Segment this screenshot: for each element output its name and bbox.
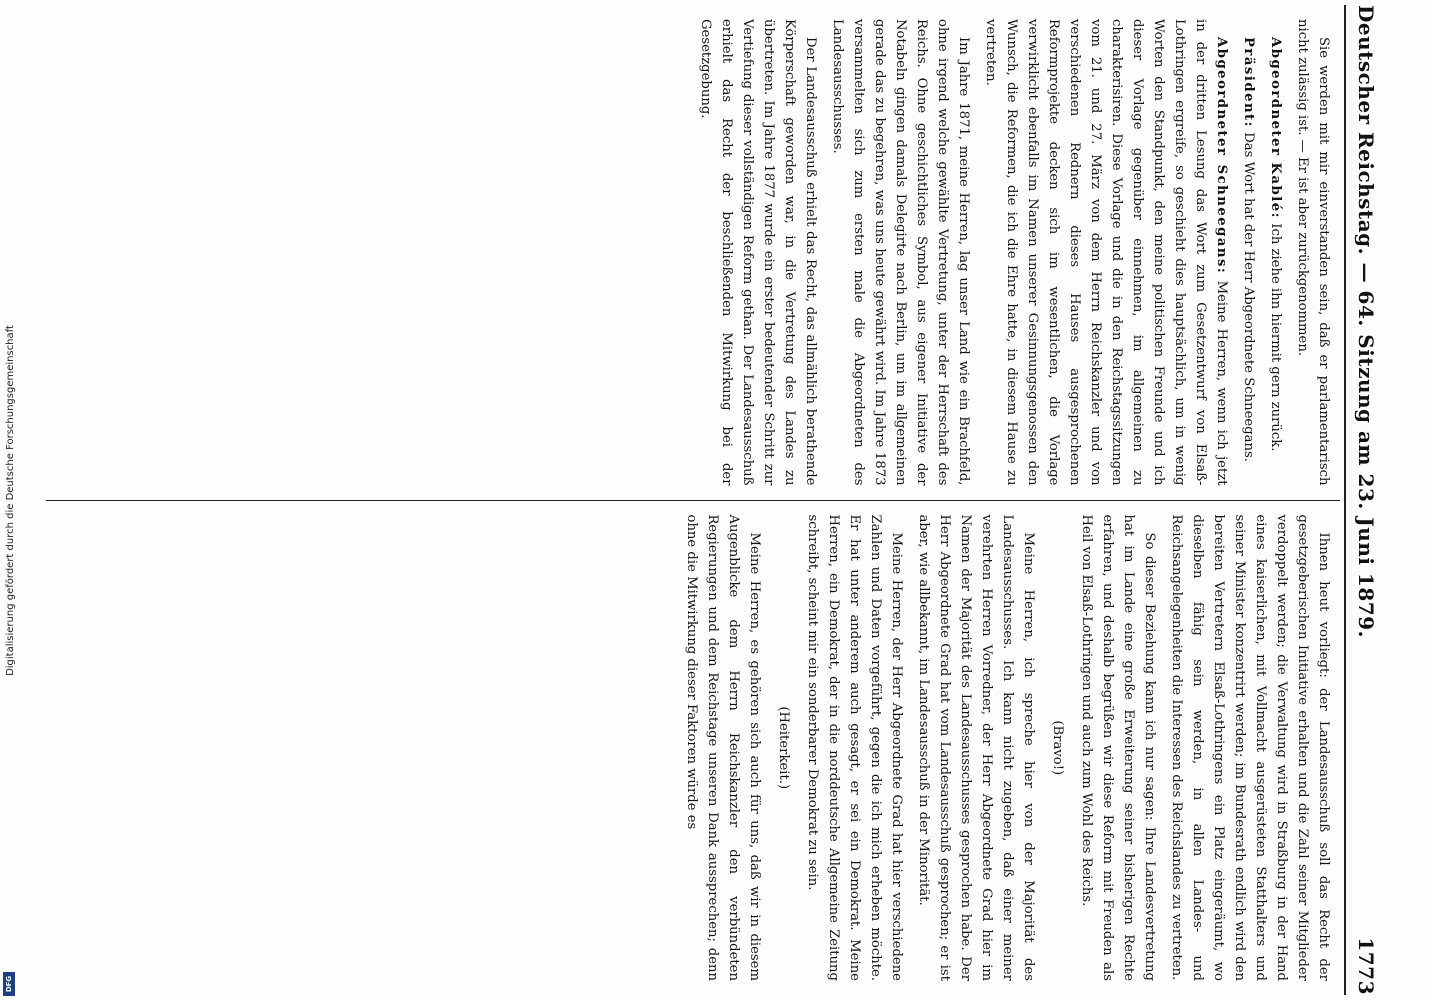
speech-text: Meine Herren, wenn ich jetzt in der dritten Lesung das Wort zum Gesetzentwurf von Elsaß-Lothringen ergreife, so geschieht dies hauptsächlich, um in wenig Worten den Standpunkt, den meine politischen Freunde und ich dieser Vorlage gegenüber einnehmen, im allgemeinen zu charakterisiren. Diese Vorlage und die in den Reichstagssitzungen vom 21. und 27. März von dem Herrn Reichskanzler und von verschiedenen Rednern dieses Hauses ausgesprochenen Reformprojekte decken sich im wesentlichen, die Vorlage verwirklicht ebenfalls im Namen unserer Gesinnungsgenossen den Wunsch, die Reformen, die ich die Ehre hatte, in diesem Hause zu vertreten. xyxy=(983,19,1229,486)
right-column xyxy=(46,500,1340,996)
paragraph: Im Jahre 1871, meine Herren, lag unser Land wie ein Brachfeld, ohne irgend welche gewählte Vertretung, unter der Herrschaft des Reichs. Ohne geschichtliches Symbol, aus eigener Initiative der Notabeln gingen damals Delegirte nach Berlin, um im allgemeinen gerade das zu begehren, was uns heute gewährt wird. Im Jahre 1873 versammelten sich zum ersten male die Abgeordneten des Landesausschusses. xyxy=(830,19,971,486)
page-header-title: Deutscher Reichstag. — 64. Sitzung am 23. Juni 1879. xyxy=(1354,5,1378,639)
page-header xyxy=(1344,5,1386,995)
text-columns xyxy=(46,5,1340,995)
speaker-name: Präsident: xyxy=(1241,37,1256,129)
page-number: 1773 xyxy=(1354,937,1378,995)
speaker-name: Abgeordneter Schneegans: xyxy=(1214,37,1229,275)
paragraph: So dieser Beziehung kann ich nur sagen: Ihre Landesvertretung hat im Lande eine große Erweiterung seiner bisherigen Rechte erfahren, und deshalb begrüßen wir diese Reform mit Freuden als Heil von Elsaß-Lothringen und auch zum Wohl des Reichs. xyxy=(1079,514,1157,981)
paragraph xyxy=(1265,19,1286,486)
paragraph xyxy=(1238,19,1259,486)
paragraph: Meine Herren, der Herr Abgeordnete Grad hat hier verschiedene Zahlen und Daten vorgeführt, gegen die ich mich erheben möchte. Er hat unter anderem auch gesagt, er sei ein Demokrat. Meine Herren, ein Demokrat, der in die norddeutsche Allgemeine Zeitung schreibt, scheint mir ein sonderbarer Demokrat zu sein. xyxy=(805,514,904,981)
paragraph: Sie werden mit mir einverstanden sein, daß er parlamentarisch nicht zulässig ist. — Er ist aber zurückgenommen. xyxy=(1295,19,1331,486)
paragraph: Meine Herren, es gehören sich auch für uns, daß wir in diesem Augenblicke dem Herrn Reichskanzler den verbündeten Regierungen und dem Reichstage unseren Dank aussprechen; denn ohne die Mitwirkung dieser Faktoren würde es xyxy=(684,514,762,981)
speech-text: Ich ziehe ihn hiermit gern zurück. xyxy=(1268,223,1283,452)
paragraph xyxy=(980,19,1232,486)
digitization-credit xyxy=(2,0,18,1000)
rotated-document-page xyxy=(46,5,1386,995)
audience-reaction: (Bravo!) xyxy=(1050,720,1065,776)
dfg-logo-text: DFG xyxy=(5,975,13,993)
paragraph: Meine Herren, ich spreche hier von der Majorität des Landesausschusses. Ich kann nicht zugeben, daß einer meiner verehrten Herren Vorredner, der Herr Abgeordnete Grad hier im Namen der Majorität des Landesausschusses gesprochen habe. Der Herr Abgeordnete Grad hat vom Landesausschuß gesprochen; er ist aber, wie allbekannt, im Landesausschuß in der Minorität. xyxy=(916,514,1036,981)
left-column xyxy=(46,5,1340,500)
speech-text: Das Wort hat der Herr Abgeordnete Schneegans. xyxy=(1241,132,1256,462)
digitization-credit-text: Digitalisierung gefördert durch die Deutsche Forschungsgemeinschaft xyxy=(4,324,16,676)
paragraph: Ihnen heut vorliegt: der Landesausschuß soll das Recht der gesetzgeberischen Initiative erhalten und die Zahl seiner Mitglieder verdoppelt werden; die Verwaltung wird in Straßburg in der Hand eines kaiserlichen, mit Vollmacht ausgerüsteten Statthalters und seiner Minister konzentrirt werden; im Bundesrath endlich wird den bereiten Vertretern Elsaß-Lothringens ein Platz eingeräumt, wo dieselben fähig sein werden, in allen Landes- und Reichsangelegenheiten die Interessen des Reichslandes zu vertreten. xyxy=(1169,514,1331,981)
dfg-logo xyxy=(3,972,15,996)
audience-reaction: (Heiterkeit.) xyxy=(776,706,791,790)
speaker-name: Abgeordneter Kablé: xyxy=(1268,37,1283,220)
paragraph: Der Landesausschuß erhielt das Recht, das allmählich berathende Körperschaft geworden war, in die Vertretung des Landes zu übertreten. Im Jahre 1877 wurde ein erster bedeutender Schritt zur Vertiefung dieser vollständigen Reform gethan. Der Landesausschuß erhielt das Recht der beschließenden Mitwirkung bei der Gesetzgebung. xyxy=(698,19,818,486)
